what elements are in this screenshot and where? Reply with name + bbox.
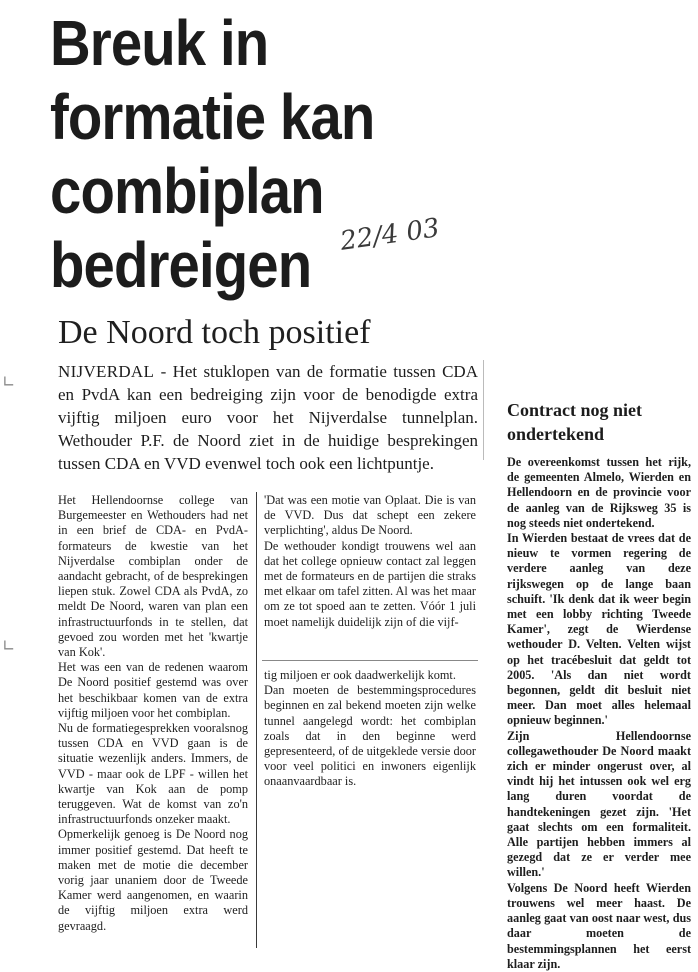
paragraph: De overeenkomst tussen het rijk, de gemeenten Almelo, Wierden en Hellendoorn en de provincie voor de aanleg van de Rijksweg 35 is nog steeds niet ondertekend. bbox=[507, 455, 691, 530]
paragraph: Dan moeten de bestemmingsprocedures beginnen en zal bekend moeten zijn welke tunnel aangelegd wordt: het combiplan zoals dat in den beginne werd gepresenteerd, of de uitgeklede versie door voor veel politici en inwoners eigenlijk onaanvaardbaar is. bbox=[264, 683, 476, 789]
headline-line-1: Breuk in bbox=[50, 7, 269, 79]
article-column-2-bottom bbox=[264, 668, 476, 790]
paragraph: De wethouder kondigt trouwens wel aan dat het college opnieuw contact zal leggen met de formateurs en de partijen die straks met elkaar om tafel zitten. Al was het maar om ze tot spoed aan te zetten. Vóór 1 juli moet namelijk duidelijk zijn of die vijf- bbox=[264, 538, 476, 629]
sidebar-title: Contract nog niet ondertekend bbox=[507, 400, 642, 444]
headline-line-3: combiplan bbox=[50, 155, 324, 227]
column-divider-1 bbox=[256, 492, 257, 948]
lead-place: NIJVERDAL bbox=[58, 362, 155, 381]
paragraph: 'Dat was een motie van Oplaat. Die is van de VVD. Dus dat schept een zekere verplichting', aldus De Noord. bbox=[264, 493, 476, 538]
column-divider-2 bbox=[483, 360, 484, 460]
subheadline: De Noord toch positief bbox=[58, 314, 371, 351]
article-column-2-top bbox=[264, 493, 476, 630]
paragraph: Volgens De Noord heeft Wierden trouwens wel meer haast. De aanleg gaat van oost naar west, dus daar moeten de bestemmingsplannen het eerst klaar zijn. bbox=[507, 880, 691, 971]
article-column-1 bbox=[58, 493, 248, 934]
paragraph: Nu de formatiegesprekken vooralsnog tussen CDA en VVD gaan is de situatie wezenlijk anders. Immers, de VVD - maar ook de LPF - willen het kwartje van Kok aan de pomp teruggeven. Wat de komst van zo'n infrastructuurfonds onzeker maakt. bbox=[58, 721, 248, 827]
paragraph: Zijn Hellendoornse collegawethouder De Noord maakt zich er minder ongerust over, al vindt hij het intussen ook wel erg lang duren voordat de handtekeningen gezet zijn. 'Het gaat slechts om een formaliteit. Alle partijen hebben immers al gezegd dat ze er verder mee willen.' bbox=[507, 728, 691, 880]
lead-text: - Het stuklopen van de formatie tussen CDA en PvdA kan een bedreiging zijn voor de benodigde extra vijftig miljoen euro voor het Nijverdalse tunnelplan. Wethouder P.F. de Noord ziet in de huidige besprekingen tussen CDA en VVD evenwel toch ook een lichtpuntje. bbox=[58, 362, 478, 473]
paragraph: Het Hellendoornse college van Burgemeester en Wethouders had net in een brief de CDA- en PvdA-formateurs de kwestie van het Nijverdalse combiplan onder de aandacht gebracht, of de besprekingen liepen stuk. Zowel CDA als PvdA, zo meldt De Noord, waren van plan een infrastructuurfonds in te stellen, dat gevoed zou worden met het 'kwartje van Kok'. bbox=[58, 493, 248, 660]
scan-edge-mark-icon: ∟ bbox=[2, 372, 16, 391]
paragraph: Opmerkelijk genoeg is De Noord nog immer positief gestemd. Dat heeft te maken met de motie die december vorig jaar unaniem door de Tweede Kamer werd aangenomen, en waarin de vijftig miljoen extra werd gevraagd. bbox=[58, 827, 248, 933]
paragraph: In Wierden bestaat de vrees dat de nieuw te vormen regering de verdere aanleg van deze rijkswegen op de lange baan schuift. 'Ik denk dat ik weer begin met een lobby richting Tweede Kamer', zegt de Wierdense wethouder D. Velten. Velten wijst op het tracébesluit dat geldt tot 2005. 'Als dan niet wordt begonnen, geldt dit besluit niet meer. Dan moet alles helemaal opnieuw beginnen.' bbox=[507, 531, 691, 728]
headline bbox=[50, 6, 402, 302]
handwritten-date: 22/4 03 bbox=[338, 213, 442, 257]
lead-paragraph bbox=[58, 360, 478, 475]
paragraph: tig miljoen er ook daadwerkelijk komt. bbox=[264, 668, 456, 682]
paragraph: Het was een van de redenen waarom De Noord positief gestemd was over het beschikbaar komen van de extra vijftig miljoen voor het combiplan. bbox=[58, 660, 248, 720]
headline-line-2: formatie kan bbox=[50, 81, 375, 153]
sidebar-column bbox=[507, 455, 691, 972]
scan-edge-mark-icon: ∟ bbox=[2, 636, 16, 655]
headline-line-4: bedreigen bbox=[50, 229, 312, 301]
column-cut-line bbox=[262, 660, 478, 661]
